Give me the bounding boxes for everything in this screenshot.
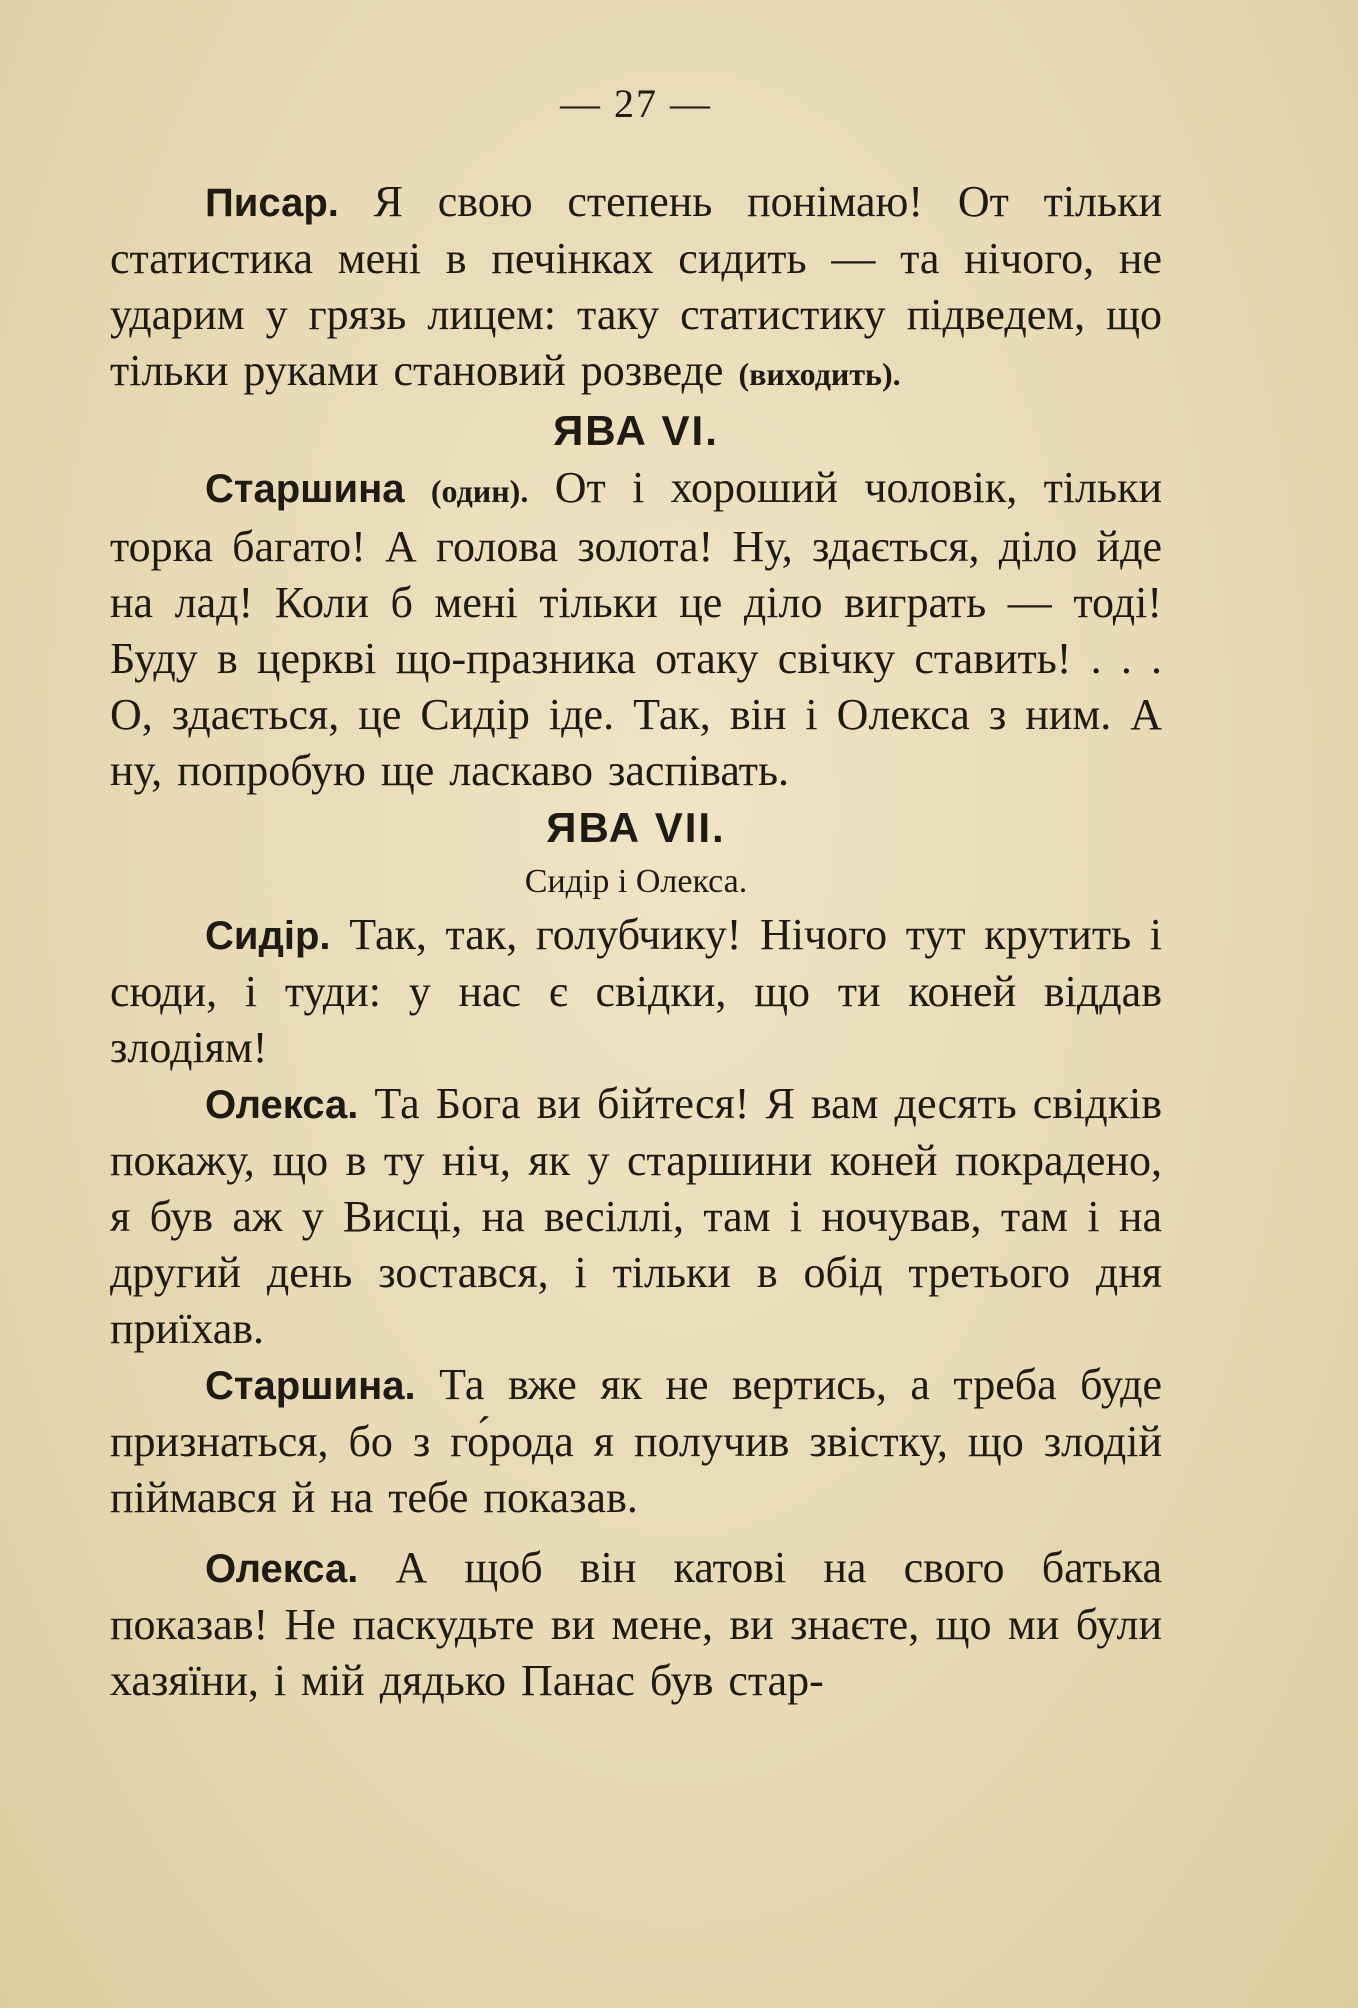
speaker-name: Олекса. bbox=[205, 1083, 359, 1127]
speaker-name: Писар. bbox=[205, 181, 339, 225]
speech-text: От і хороший чоловік, тільки торка багато! А голова золота! Ну, здається, діло йде на лад! Коли б мені тільки це діло виграть — тоді! Буду в церкві що-празника отаку свічку ставить! . . . О, здається, це Сидір іде. Так, він і Олекса з ним. А ну, попробую ще ласкаво заспівать. bbox=[110, 463, 1163, 795]
speech-block-pysar bbox=[110, 174, 1162, 402]
speech-block-starshyna bbox=[110, 460, 1162, 799]
stage-direction: (виходить). bbox=[738, 356, 901, 392]
speaker-name: Олекса. bbox=[205, 1547, 359, 1591]
scene-title: ЯВА VI. bbox=[553, 407, 719, 454]
scene-title: ЯВА VII. bbox=[546, 804, 726, 851]
scene-cast: Сидір і Олекса. bbox=[524, 863, 748, 900]
speech-block-starshyna bbox=[110, 1357, 1162, 1526]
speech-block-oleksa bbox=[110, 1540, 1162, 1709]
stage-direction: (один). bbox=[430, 473, 529, 509]
speech-block-sydir bbox=[110, 907, 1162, 1076]
page-content bbox=[110, 66, 1162, 1709]
speech-text: Та Бога ви бійтеся! Я вам десять свідків покажу, що в ту ніч, як у старшини коней покрадено, я був аж у Висці, на весіллі, там і ночував, там і на другий день зостався, і тільки в обід третього дня приїхав. bbox=[110, 1079, 1162, 1353]
page-number: — 27 — bbox=[560, 81, 712, 126]
speech-text: Так, так, голубчику! Нічого тут крутить і сюди, і туди: у нас є свідки, що ти коней віддав злодіям! bbox=[110, 910, 1163, 1072]
speech-text: Та вже як не вертись, а треба буде признаться, бо з го́рода я получив звістку, що злодій піймався й на тебе показав. bbox=[110, 1360, 1162, 1522]
speaker-name: Сидір. bbox=[205, 914, 331, 958]
speaker-name: Старшина bbox=[205, 467, 405, 511]
speaker-name: Старшина. bbox=[205, 1364, 416, 1408]
speech-text: А щоб він катові на свого батька показав! Не паскудьте ви мене, ви знаєте, що ми були хазяїни, і мій дядько Панас був стар- bbox=[110, 1543, 1163, 1705]
speech-block-oleksa bbox=[110, 1076, 1162, 1357]
speech-text: Я свою степень понімаю! От тільки статистика мені в печінках сидить — та нічого, не ударим у грязь лицем: таку статистику підведем, що тільки руками становий розведе bbox=[110, 177, 1162, 395]
